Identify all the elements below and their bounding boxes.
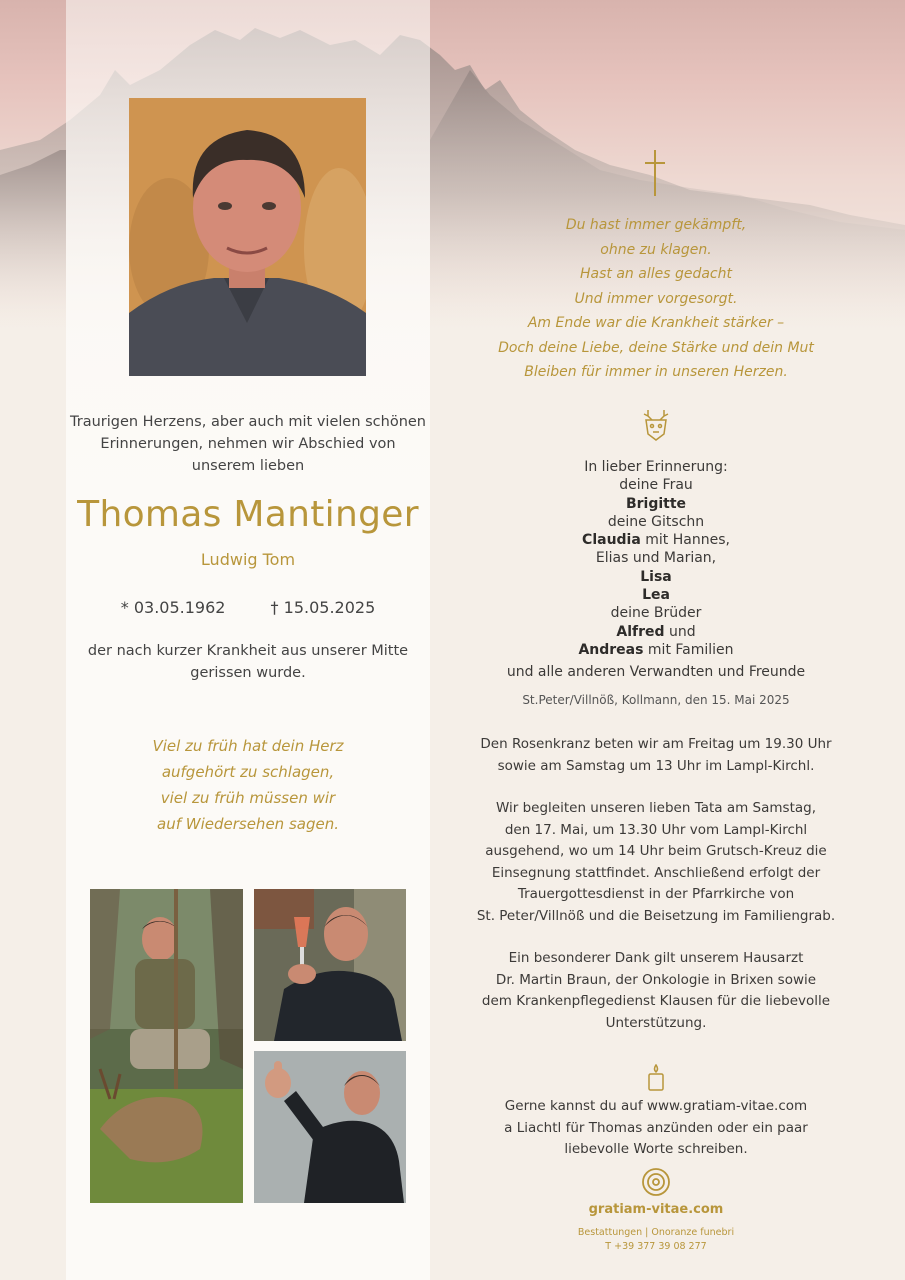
text-line: liebevolle Worte schreiben. — [564, 1141, 748, 1157]
poem-line: Hast an alles gedacht — [580, 266, 732, 282]
memory-line: mit Hannes, — [640, 532, 730, 549]
text-line: Einsegnung stattfindet. Anschließend erfolgt der — [491, 864, 821, 881]
text-line: St. Peter/Villnöß und die Beisetzung im Familiengrab. — [476, 907, 836, 924]
candle-text — [460, 1096, 852, 1161]
memory-name: Alfred — [616, 623, 665, 640]
cross-icon — [643, 150, 667, 196]
memory-name: Brigitte — [625, 495, 687, 512]
memory-line: deine Brüder — [610, 605, 702, 622]
portrait-photo — [129, 98, 366, 376]
poem-line: Doch deine Liebe, deine Stärke und dein Mut — [498, 339, 814, 356]
hunting-photo — [90, 889, 243, 1203]
left-poem — [70, 733, 426, 837]
deer-emblem-icon — [640, 408, 672, 442]
intro-text: Traurigen Herzens, aber auch mit vielen schönen Erinnerungen, nehmen wir Abschied von unserem lieben — [70, 414, 427, 474]
memory-name: Lisa — [640, 568, 672, 585]
right-poem — [460, 213, 852, 385]
memory-name: Andreas — [578, 641, 644, 658]
candle-icon — [647, 1064, 665, 1092]
footer-brand[interactable]: gratiam-vitae.com — [588, 1202, 724, 1217]
nickname: Ludwig Tom — [200, 550, 296, 569]
text-line: Ein besonderer Dank gilt unserem Hausarzt — [508, 950, 804, 966]
text-line: dem Krankenpflegedienst Klausen für die liebevolle — [481, 993, 831, 1009]
memory-name: Claudia — [582, 532, 641, 549]
text-line: ausgehend, wo um 14 Uhr beim Grutsch-Kreuz die — [485, 843, 827, 859]
place-date: St.Peter/Villnöß, Kollmann, den 15. Mai 2025 — [522, 693, 790, 707]
memory-line: und — [664, 623, 696, 640]
footer-subtitle: Bestattungen | Onoranze funebri — [577, 1227, 735, 1238]
memory-line: Elias und Marian, — [595, 550, 717, 567]
text-line: Trauergottesdienst in der Pfarrkirche von — [517, 886, 795, 902]
poem-line: Bleiben für immer in unseren Herzen. — [524, 364, 788, 380]
memory-line: mit Familien — [643, 641, 734, 658]
death-date: † 15.05.2025 — [270, 598, 376, 617]
spiral-logo-icon — [641, 1167, 671, 1197]
memory-heading: In lieber Erinnerung: — [584, 459, 728, 475]
text-line: Gerne kannst du auf www.gratiam-vitae.com — [504, 1098, 808, 1114]
footer-phone: T +39 377 39 08 277 — [605, 1241, 707, 1252]
poem-line: ohne zu klagen. — [600, 241, 712, 258]
text-line: a Liachtl für Thomas anzünden oder ein paar — [504, 1119, 808, 1136]
memory-list — [460, 458, 852, 682]
poem-line: Viel zu früh hat dein Herz — [152, 737, 344, 755]
funeral-text — [460, 798, 852, 927]
poem-line: auf Wiedersehen sagen. — [157, 815, 339, 833]
text-line: sowie am Samstag um 13 Uhr im Lampl-Kirchl. — [497, 757, 815, 774]
footer-contact — [460, 1226, 852, 1254]
toast-photo — [254, 889, 406, 1041]
deceased-name: Thomas Mantinger — [77, 494, 419, 535]
life-dates — [70, 598, 426, 617]
poem-line: Du hast immer gekämpft, — [565, 217, 747, 233]
memory-line: deine Frau — [619, 477, 693, 494]
poem-line: Und immer vorgesorgt. — [574, 290, 738, 307]
memory-line: deine Gitschn — [607, 513, 705, 530]
text-line: Unterstützung. — [605, 1014, 707, 1031]
poem-line: viel zu früh müssen wir — [160, 789, 336, 807]
rosary-text — [460, 734, 852, 777]
birth-date: * 03.05.1962 — [120, 598, 226, 617]
memory-line: und alle anderen Verwandten und Freunde — [506, 664, 806, 681]
memory-name: Lea — [642, 587, 670, 604]
text-line: den 17. Mai, um 13.30 Uhr vom Lampl-Kirchl — [504, 821, 808, 838]
thumbs-up-photo — [254, 1051, 406, 1203]
thanks-text — [460, 948, 852, 1034]
poem-line: Am Ende war die Krankheit stärker – — [527, 315, 785, 331]
text-line: Wir begleiten unseren lieben Tata am Samstag, — [495, 800, 817, 816]
poem-line: aufgehört zu schlagen, — [161, 763, 335, 781]
death-text: der nach kurzer Krankheit aus unserer Mitte gerissen wurde. — [87, 643, 409, 681]
text-line: Den Rosenkranz beten wir am Freitag um 19.30 Uhr — [480, 736, 832, 752]
text-line: Dr. Martin Braun, der Onkologie in Brixen sowie — [495, 971, 817, 988]
